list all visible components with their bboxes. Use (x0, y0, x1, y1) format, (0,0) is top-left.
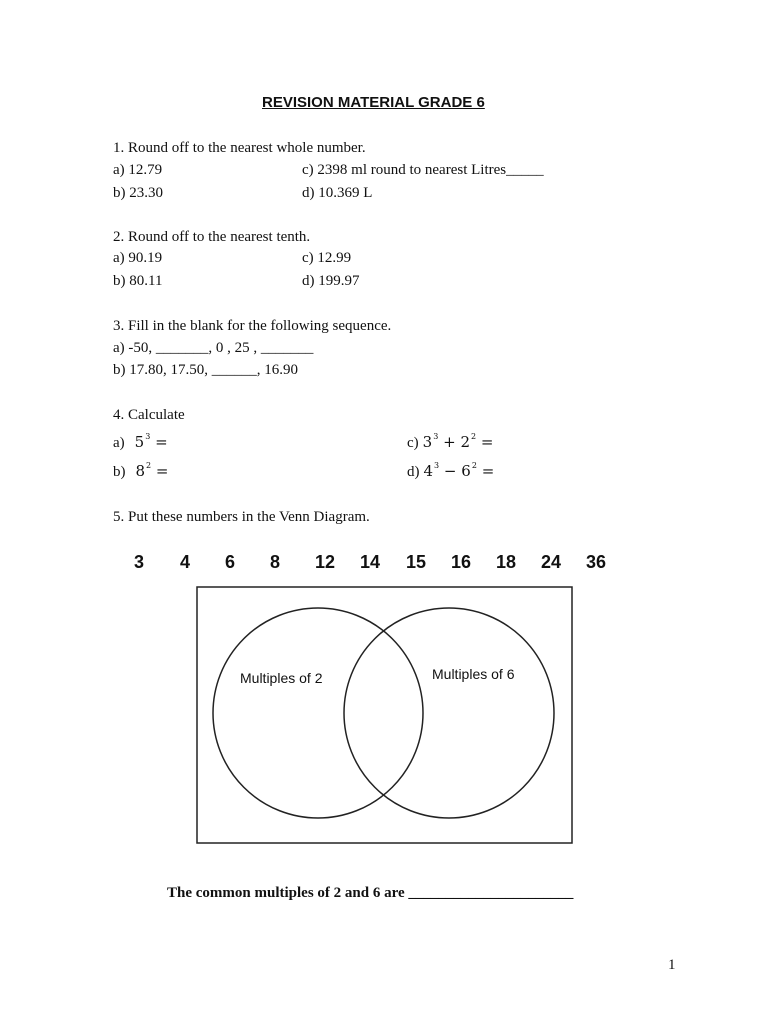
q1-option-c: c) 2398 ml round to nearest Litres_____ (302, 162, 544, 178)
question-1: 1. Round off to the nearest whole number. (113, 140, 366, 156)
number-item: 24 (541, 552, 562, 572)
q2-option-c: c) 12.99 (302, 250, 352, 266)
venn-circle-left (213, 608, 423, 818)
q4-c-label: c) (407, 435, 419, 451)
venn-label-left: Multiples of 2 (240, 670, 323, 686)
q2-option-d: d) 199.97 (302, 273, 360, 289)
venn-frame (197, 587, 572, 843)
q4-d-equals: = (481, 462, 495, 480)
q4-c-exponent2: 2 (470, 432, 477, 441)
number-item: 3 (134, 552, 145, 572)
number-item: 18 (496, 552, 517, 572)
question-2: 2. Round off to the nearest tenth. (113, 229, 311, 245)
q1-option-d: d) 10.369 L (302, 185, 373, 201)
number-item: 12 (315, 552, 336, 572)
q4-d-base1: 4 (423, 462, 434, 480)
q4-d-operator: − (443, 462, 457, 480)
number-item: 36 (586, 552, 607, 572)
q4-d-base2: 6 (461, 462, 471, 480)
q4-c-base2: 2 (460, 433, 470, 451)
q4-d-exponent2: 2 (471, 461, 477, 470)
page-number: 1 (668, 957, 676, 973)
number-item: 4 (180, 552, 191, 572)
q1-option-a: a) 12.79 (113, 162, 163, 178)
q1-option-b: b) 23.30 (113, 185, 163, 201)
q4-b-label: b) (113, 464, 126, 480)
number-item: 8 (270, 552, 281, 572)
q4-c-equals: = (480, 433, 494, 451)
q4-c-exponent1: 3 (433, 432, 439, 441)
number-item: 16 (451, 552, 472, 572)
question-4: 4. Calculate (113, 407, 185, 423)
q4-c-operator: + (443, 433, 456, 451)
number-item: 15 (406, 552, 427, 572)
q4-c-base1: 3 (422, 433, 433, 451)
page-title: REVISION MATERIAL GRADE 6 (262, 94, 485, 111)
q2-option-a: a) 90.19 (113, 250, 163, 266)
q4-d-exponent1: 3 (434, 461, 440, 470)
q4-a-label: a) (113, 435, 125, 451)
common-multiples-prompt: The common multiples of 2 and 6 are ______________________ (167, 885, 574, 901)
q4-b-base: 8 (135, 462, 146, 480)
question-5: 5. Put these numbers in the Venn Diagram. (113, 509, 370, 525)
venn-circle-right (344, 608, 554, 818)
q4-b-equals: = (155, 462, 169, 480)
q4-d-label: d) (407, 464, 420, 480)
q2-option-b: b) 80.11 (113, 273, 163, 289)
venn-label-right: Multiples of 6 (432, 666, 515, 682)
q4-a-base: 5 (134, 433, 145, 451)
number-item: 14 (360, 552, 381, 572)
question-3: 3. Fill in the blank for the following sequence. (113, 318, 392, 334)
q4-a-equals: = (155, 433, 168, 451)
number-item: 6 (225, 552, 236, 572)
q4-b-exponent: 2 (146, 461, 152, 470)
q3-option-b: b) 17.80, 17.50, ______, 16.90 (113, 362, 298, 378)
q3-option-a: a) -50, _______, 0 , 25 , _______ (113, 340, 314, 356)
q4-a-exponent: 3 (145, 432, 151, 441)
